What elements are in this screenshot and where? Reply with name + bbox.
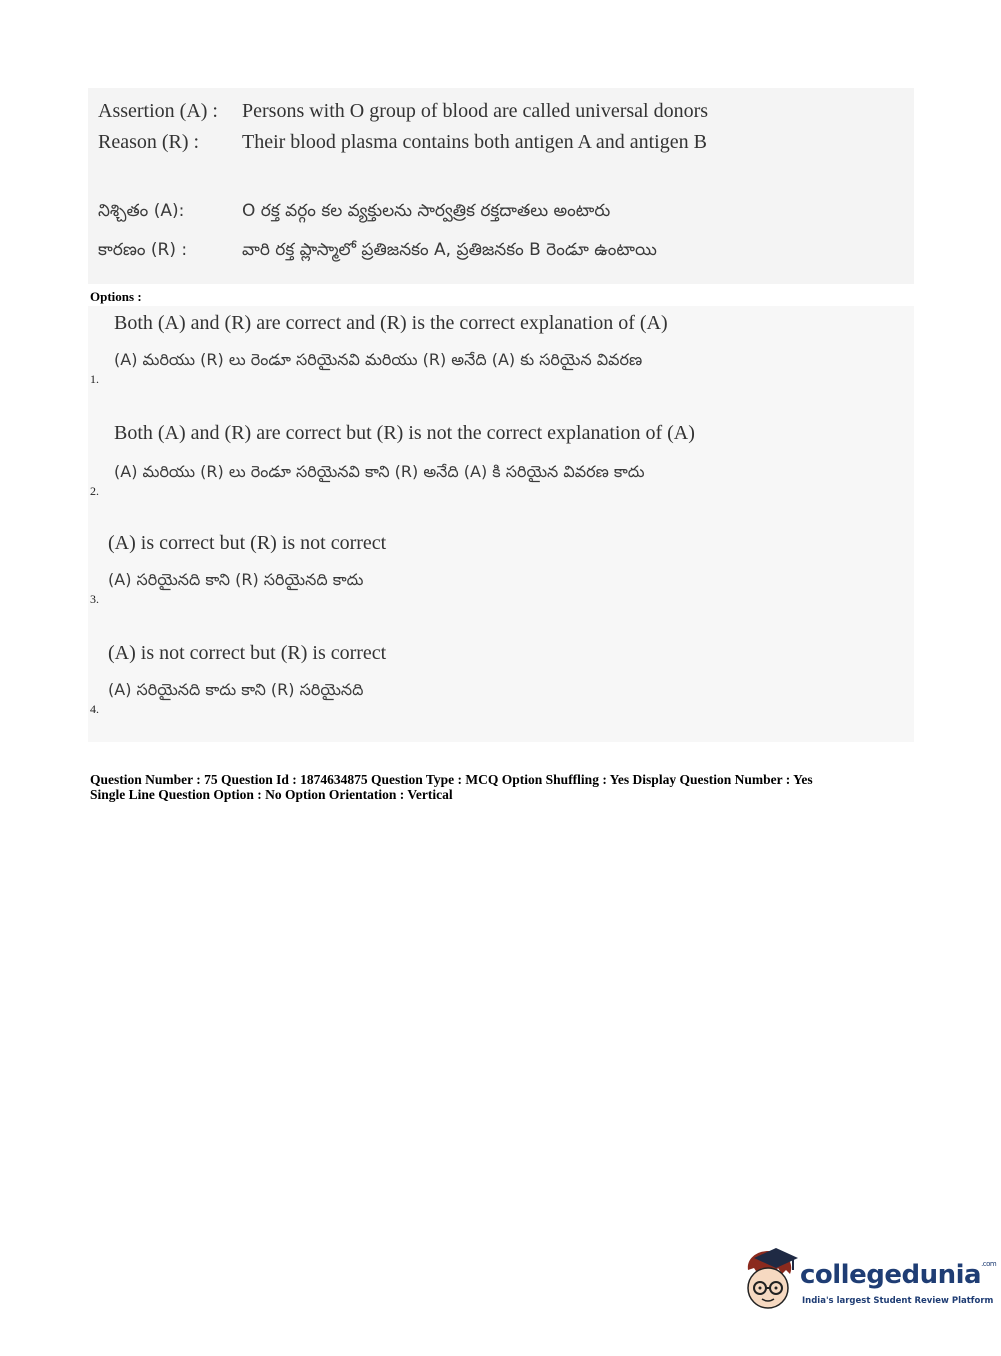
option-3-text-te: (A) సరియైనది కాని (R) సరియైనది కాదు: [108, 570, 364, 589]
option-1-number: 1.: [90, 372, 99, 386]
option-1-text-en: Both (A) and (R) are correct and (R) is the correct explanation of (A): [114, 312, 668, 334]
assertion-text-te: O రక్త వర్గం కల వ్యక్తులను సార్వత్రిక రక్తదాతలు అంటారు: [242, 201, 611, 221]
options-panel: [88, 306, 914, 742]
assertion-row: [98, 100, 708, 123]
logo-name: collegedunia: [800, 1260, 982, 1290]
option-1-text-te: (A) మరియు (R) లు రెండూ సరియైనవి మరియు (R) అనేది (A) కు సరియైన వివరణ: [114, 350, 643, 369]
reason-label: Reason (R) :: [98, 131, 200, 153]
question-meta-line-2: Single Line Question Option : No Option Orientation : Vertical: [90, 787, 453, 802]
collegedunia-logo: [740, 1246, 997, 1316]
assertion-label-te: నిశ్చితం (A):: [98, 201, 185, 221]
logo-wordmark: [800, 1260, 996, 1290]
option-2-text-en: Both (A) and (R) are correct but (R) is not the correct explanation of (A): [114, 422, 695, 444]
option-3-number: 3.: [90, 592, 99, 606]
option-3-text-en: (A) is correct but (R) is not correct: [108, 532, 387, 554]
option-4-text-en: (A) is not correct but (R) is correct: [108, 642, 387, 664]
reason-text-te: వారి రక్త ప్లాస్మాలో ప్రతిజనకం A, ప్రతిజనకం B రెండూ ఉంటాయి: [242, 240, 657, 260]
reason-row: [98, 131, 707, 154]
question-meta-line-1: Question Number : 75 Question Id : 1874634875 Question Type : MCQ Option Shuffling : Yes Display Question Number : Yes: [90, 772, 813, 787]
option-4-text-te: (A) సరియైనది కాదు కాని (R) సరియైనది: [108, 680, 364, 699]
option-4-number: 4.: [90, 702, 99, 716]
option-2-text-te: (A) మరియు (R) లు రెండూ సరియైనవి కాని (R) అనేది (A) కి సరియైన వివరణ కాదు: [114, 462, 645, 481]
reason-row-te: [98, 240, 657, 264]
mascot-icon: [740, 1246, 800, 1316]
option-2-number: 2.: [90, 484, 99, 498]
logo-tagline: India's largest Student Review Platform: [802, 1296, 994, 1306]
assertion-text: Persons with O group of blood are called universal donors: [242, 100, 709, 122]
reason-label-te: కారణం (R) :: [98, 240, 188, 260]
reason-text: Their blood plasma contains both antigen A and antigen B: [242, 131, 707, 153]
assertion-label: Assertion (A) :: [98, 100, 218, 122]
assertion-row-te: [98, 201, 610, 225]
options-label: Options :: [90, 289, 142, 304]
logo-suffix: .com: [981, 1260, 997, 1268]
